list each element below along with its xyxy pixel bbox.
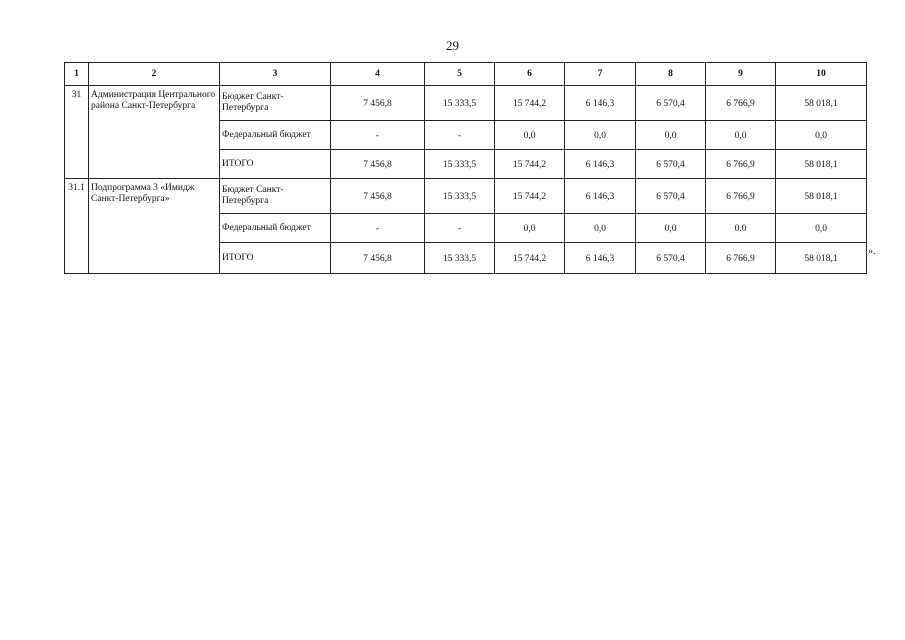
value-cell: 0,0 [565,121,636,150]
funding-source: ИТОГО [220,150,331,179]
program-name: Администрация Центрального района Санкт-Петербурга [89,86,220,179]
header-cell: 6 [495,63,565,86]
value-cell: 15 744,2 [495,86,565,121]
value-cell: 0,0 [495,214,565,243]
value-cell: - [425,121,495,150]
value-cell: 0.0 [706,214,776,243]
value-cell: - [425,214,495,243]
header-cell: 8 [636,63,706,86]
value-cell: 0,0 [636,121,706,150]
value-cell: 58 018,1 [776,86,867,121]
page-number: 29 [446,38,459,53]
header-cell: 4 [331,63,425,86]
header-row [65,63,867,86]
value-cell: 7 456,8 [331,179,425,214]
table-row [65,86,867,121]
row-number: 31.1 [65,179,89,274]
value-cell: 15 333,5 [425,150,495,179]
value-cell: 7 456,8 [331,150,425,179]
value-cell: 15 744,2 [495,243,565,274]
header-cell: 9 [706,63,776,86]
value-cell: 15 744,2 [495,150,565,179]
funding-source: Федеральный бюджет [220,214,331,243]
value-cell: 6 146,3 [565,150,636,179]
value-cell: 15 333,5 [425,243,495,274]
value-cell: 6 570,4 [636,243,706,274]
funding-source: Федеральный бюджет [220,121,331,150]
value-cell: 6 146,3 [565,179,636,214]
value-cell: 15 333,5 [425,179,495,214]
budget-table [64,62,867,274]
value-cell: 15 333,5 [425,86,495,121]
header-cell: 3 [220,63,331,86]
value-cell: 0,0 [495,121,565,150]
header-cell: 2 [89,63,220,86]
value-cell: 7 456,8 [331,243,425,274]
value-cell: 58 018,1 [776,150,867,179]
value-cell: 58 018,1 [776,179,867,214]
value-cell: 6 766,9 [706,179,776,214]
value-cell: - [331,214,425,243]
program-name: Подпрограмма 3 «Имидж Санкт-Петербурга» [89,179,220,274]
value-cell: 6 766,9 [706,150,776,179]
value-cell: 0,0 [636,214,706,243]
value-cell: 7 456,8 [331,86,425,121]
table-row [65,179,867,214]
header-cell: 1 [65,63,89,86]
value-cell: 0,0 [776,121,867,150]
value-cell: 6 766,9 [706,86,776,121]
value-cell: 6 146,3 [565,243,636,274]
value-cell: 6 766,9 [706,243,776,274]
value-cell: 0,0 [776,214,867,243]
value-cell: - [331,121,425,150]
value-cell: 6 570,4 [636,179,706,214]
closing-quote: ». [868,246,876,257]
header-cell: 7 [565,63,636,86]
funding-source: Бюджет Санкт-Петербурга [220,86,331,121]
header-cell: 10 [776,63,867,86]
value-cell: 15 744,2 [495,179,565,214]
funding-source: Бюджет Санкт-Петербурга [220,179,331,214]
header-cell: 5 [425,63,495,86]
value-cell: 6 146,3 [565,86,636,121]
row-number: 31 [65,86,89,179]
funding-source: ИТОГО [220,243,331,274]
value-cell: 58 018,1 [776,243,867,274]
value-cell: 0,0 [565,214,636,243]
value-cell: 6 570,4 [636,86,706,121]
value-cell: 6 570,4 [636,150,706,179]
value-cell: 0,0 [706,121,776,150]
